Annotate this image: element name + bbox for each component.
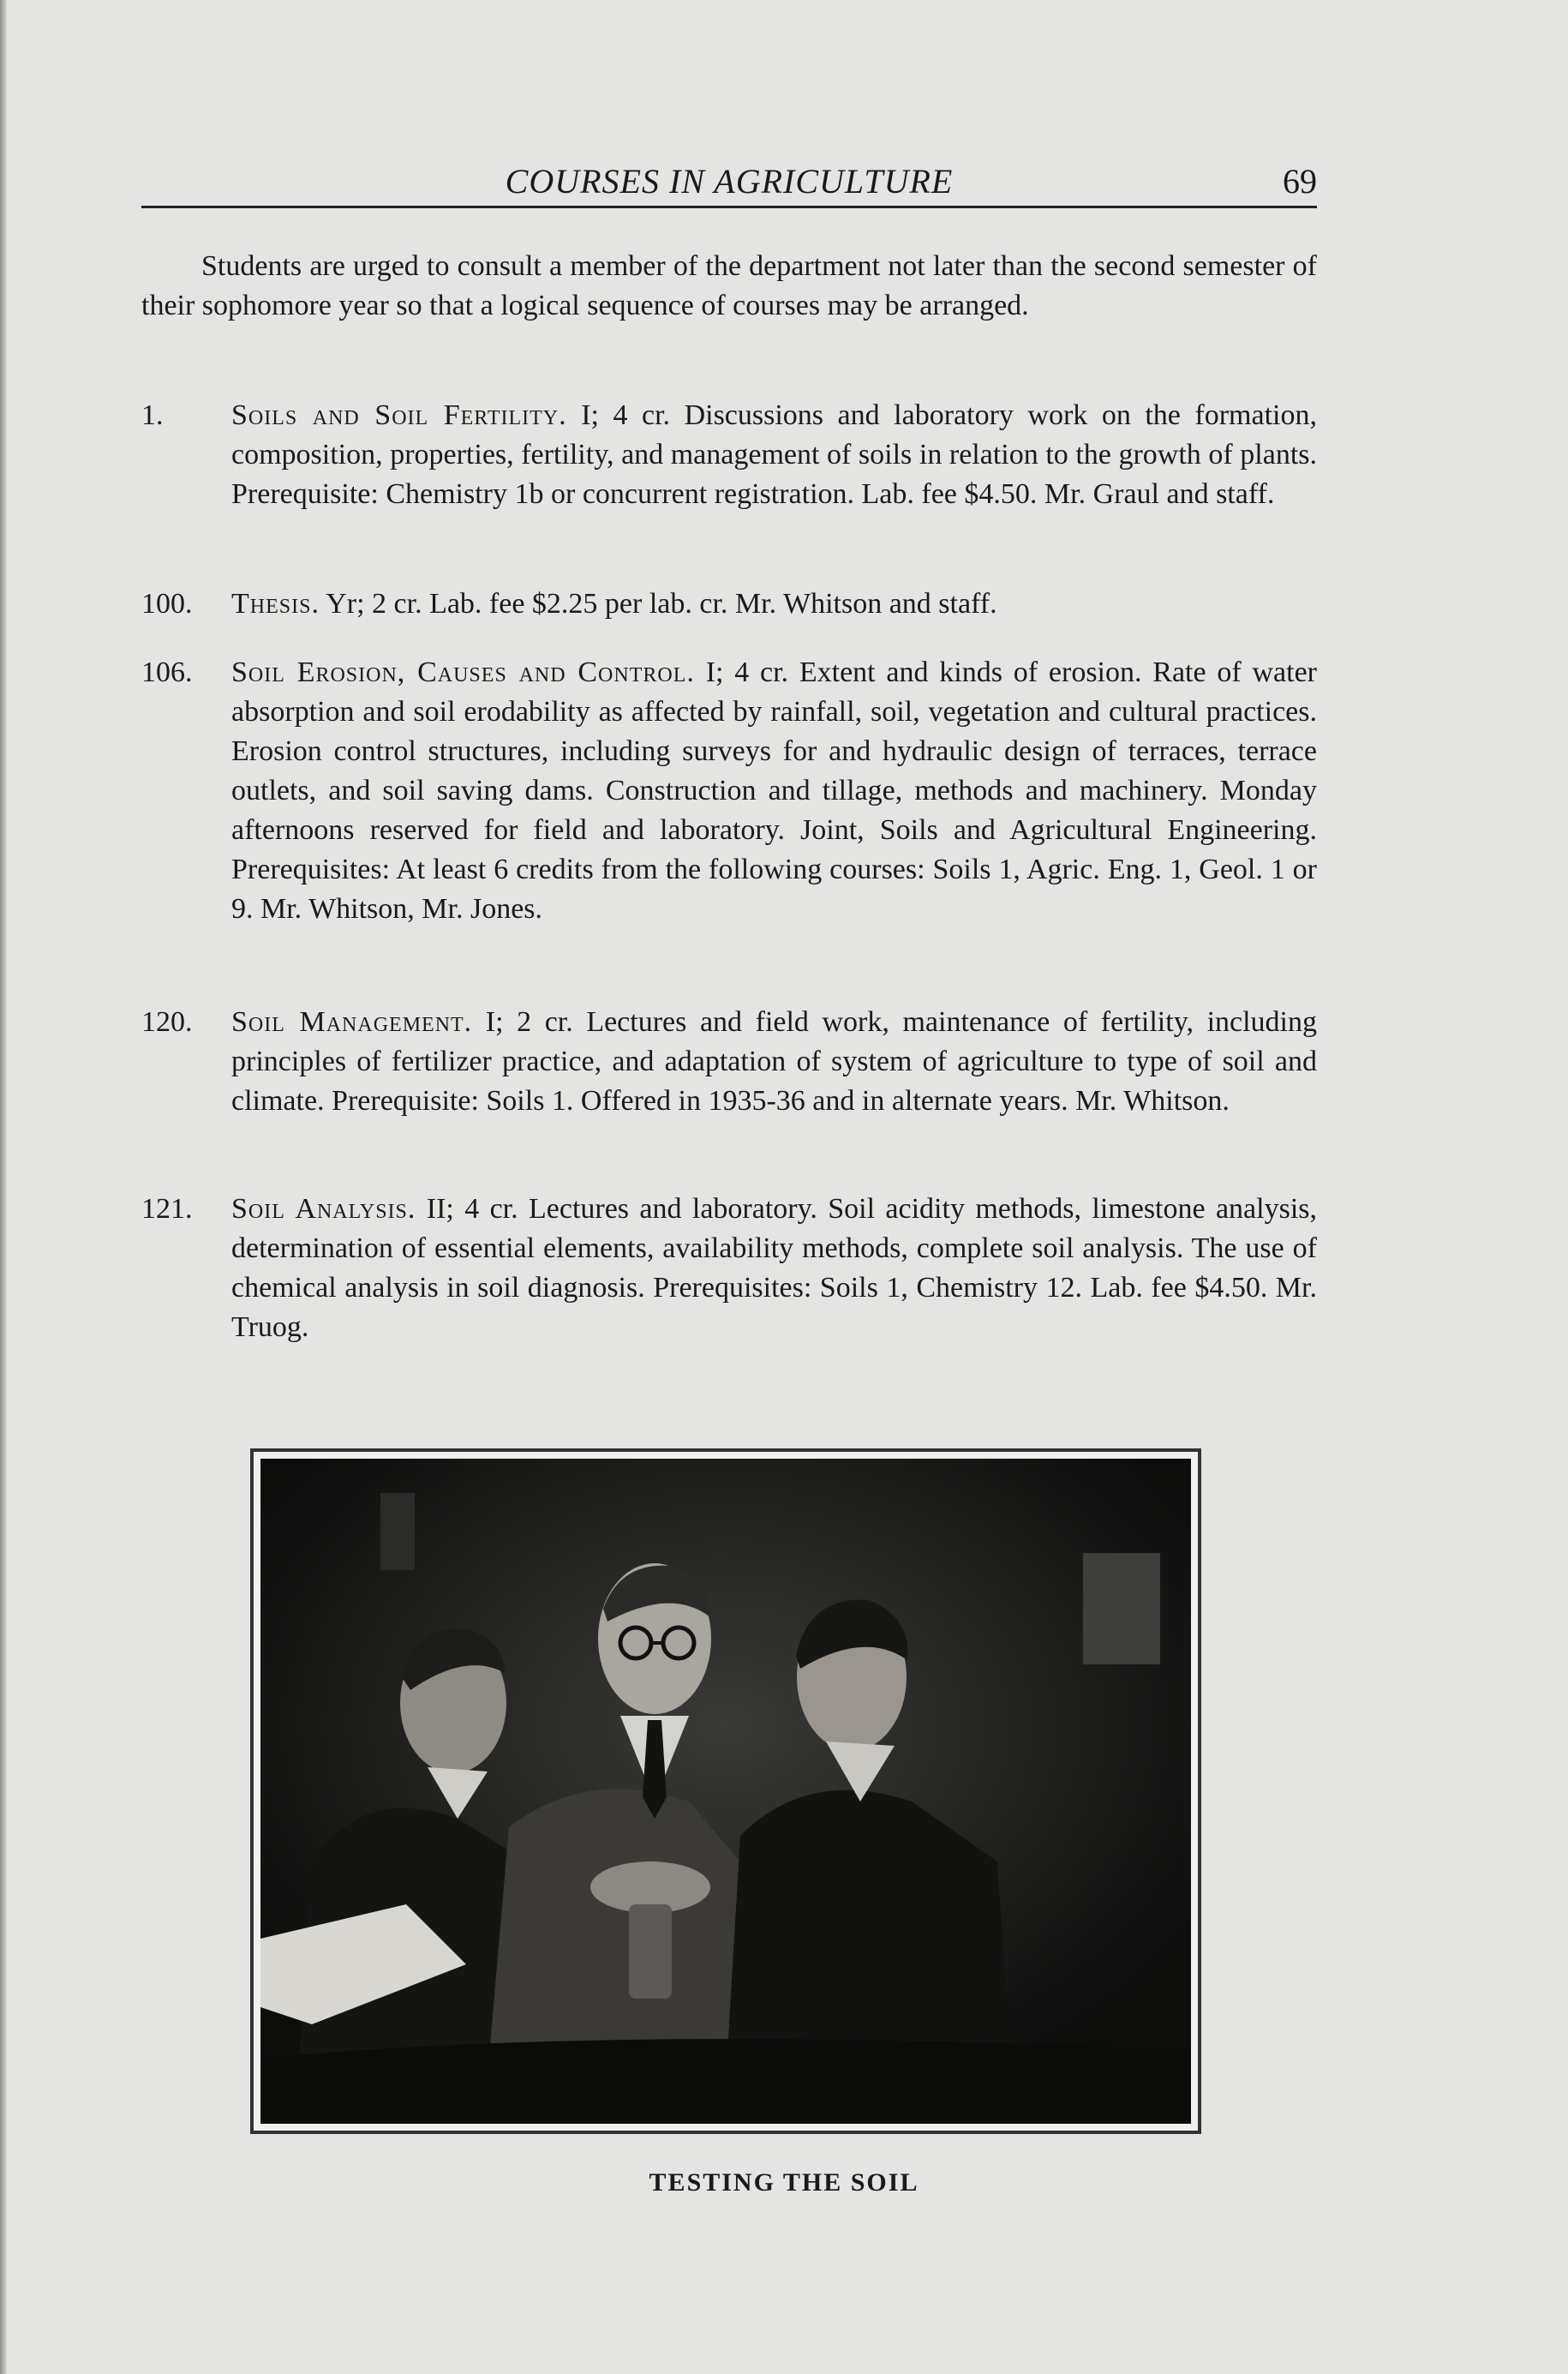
course-120 <box>141 1003 1317 1121</box>
course-description <box>231 1003 1317 1121</box>
course-number: 1. <box>141 399 164 431</box>
course-100 <box>141 585 1317 624</box>
running-head <box>141 159 1317 208</box>
page-edge <box>0 0 7 2374</box>
course-title: Soil Management. <box>231 1006 473 1038</box>
course-text: Yr; 2 cr. Lab. fee $2.25 per lab. cr. Mr. Whitson and staff. <box>326 588 997 620</box>
course-title: Thesis. <box>231 588 320 620</box>
course-description <box>231 585 1317 624</box>
course-number: 121. <box>141 1193 193 1225</box>
photo-caption: TESTING THE SOIL <box>649 2168 919 2197</box>
course-number: 106. <box>141 656 193 688</box>
photo-testing-soil <box>260 1459 1191 2124</box>
course-description <box>231 396 1317 514</box>
course-description <box>231 653 1317 929</box>
course-title: Soil Erosion, Causes and Control. <box>231 656 695 688</box>
table-edge <box>260 2039 1191 2124</box>
course-text: I; 4 cr. Extent and kinds of erosion. Rate of water absorption and soil erodability as affected by rainfall, soil, vegetation and cultural practices. Erosion control structures, including surveys for and hydraulic design of terraces, terrace outlets, and soil saving dams. Construction and tillage, methods and machinery. Monday afternoons reserved for field and laboratory. Joint, Soils and Agricultural Engineering. Prerequisites: At least 6 credits from the following courses: Soils 1, Agric. Eng. 1, Geol. 1 or 9. Mr. Whitson, Mr. Jones. <box>231 656 1318 925</box>
soil-sample-jar <box>629 1904 672 1999</box>
course-text: I; 2 cr. Lectures and field work, maintenance of fertility, including principles of fertilizer practice, and adaptation of system of agriculture to type of soil and climate. Prerequisite: Soils 1. Offered in 1935-36 and in alternate years. Mr. Whitson. <box>231 1006 1317 1117</box>
course-1 <box>141 396 1317 514</box>
course-106 <box>141 653 1317 929</box>
page-number: 69 <box>1283 162 1317 201</box>
course-description <box>231 1190 1317 1347</box>
course-text: I; 4 cr. Discussions and laboratory work on the formation, composition, properties, fertility, and management of soils in relation to the growth of plants. Prerequisite: Chemistry 1b or concurrent registration. Lab. fee $4.50. Mr. Graul and staff. <box>231 399 1317 510</box>
course-121 <box>141 1190 1317 1347</box>
course-text: II; 4 cr. Lectures and laboratory. Soil acidity methods, limestone analysis, determination of essential elements, availability methods, complete soil analysis. The use of chemical analysis in soil diagnosis. Prerequisites: Soils 1, Chemistry 12. Lab. fee $4.50. Mr. Truog. <box>231 1193 1318 1343</box>
course-title: Soil Analysis. <box>231 1193 416 1225</box>
page-title: COURSES IN AGRICULTURE <box>505 162 954 201</box>
course-number: 100. <box>141 588 193 620</box>
course-title: Soils and Soil Fertility. <box>231 399 567 431</box>
photo-figure <box>250 1448 1201 2134</box>
back-bottle <box>380 1493 415 1570</box>
back-equipment <box>1083 1553 1160 1664</box>
course-number: 120. <box>141 1006 193 1038</box>
intro-paragraph: Students are urged to consult a member of the department not later than the second semester of their sophomore year so that a logical sequence of courses may be arranged. <box>141 250 1317 321</box>
